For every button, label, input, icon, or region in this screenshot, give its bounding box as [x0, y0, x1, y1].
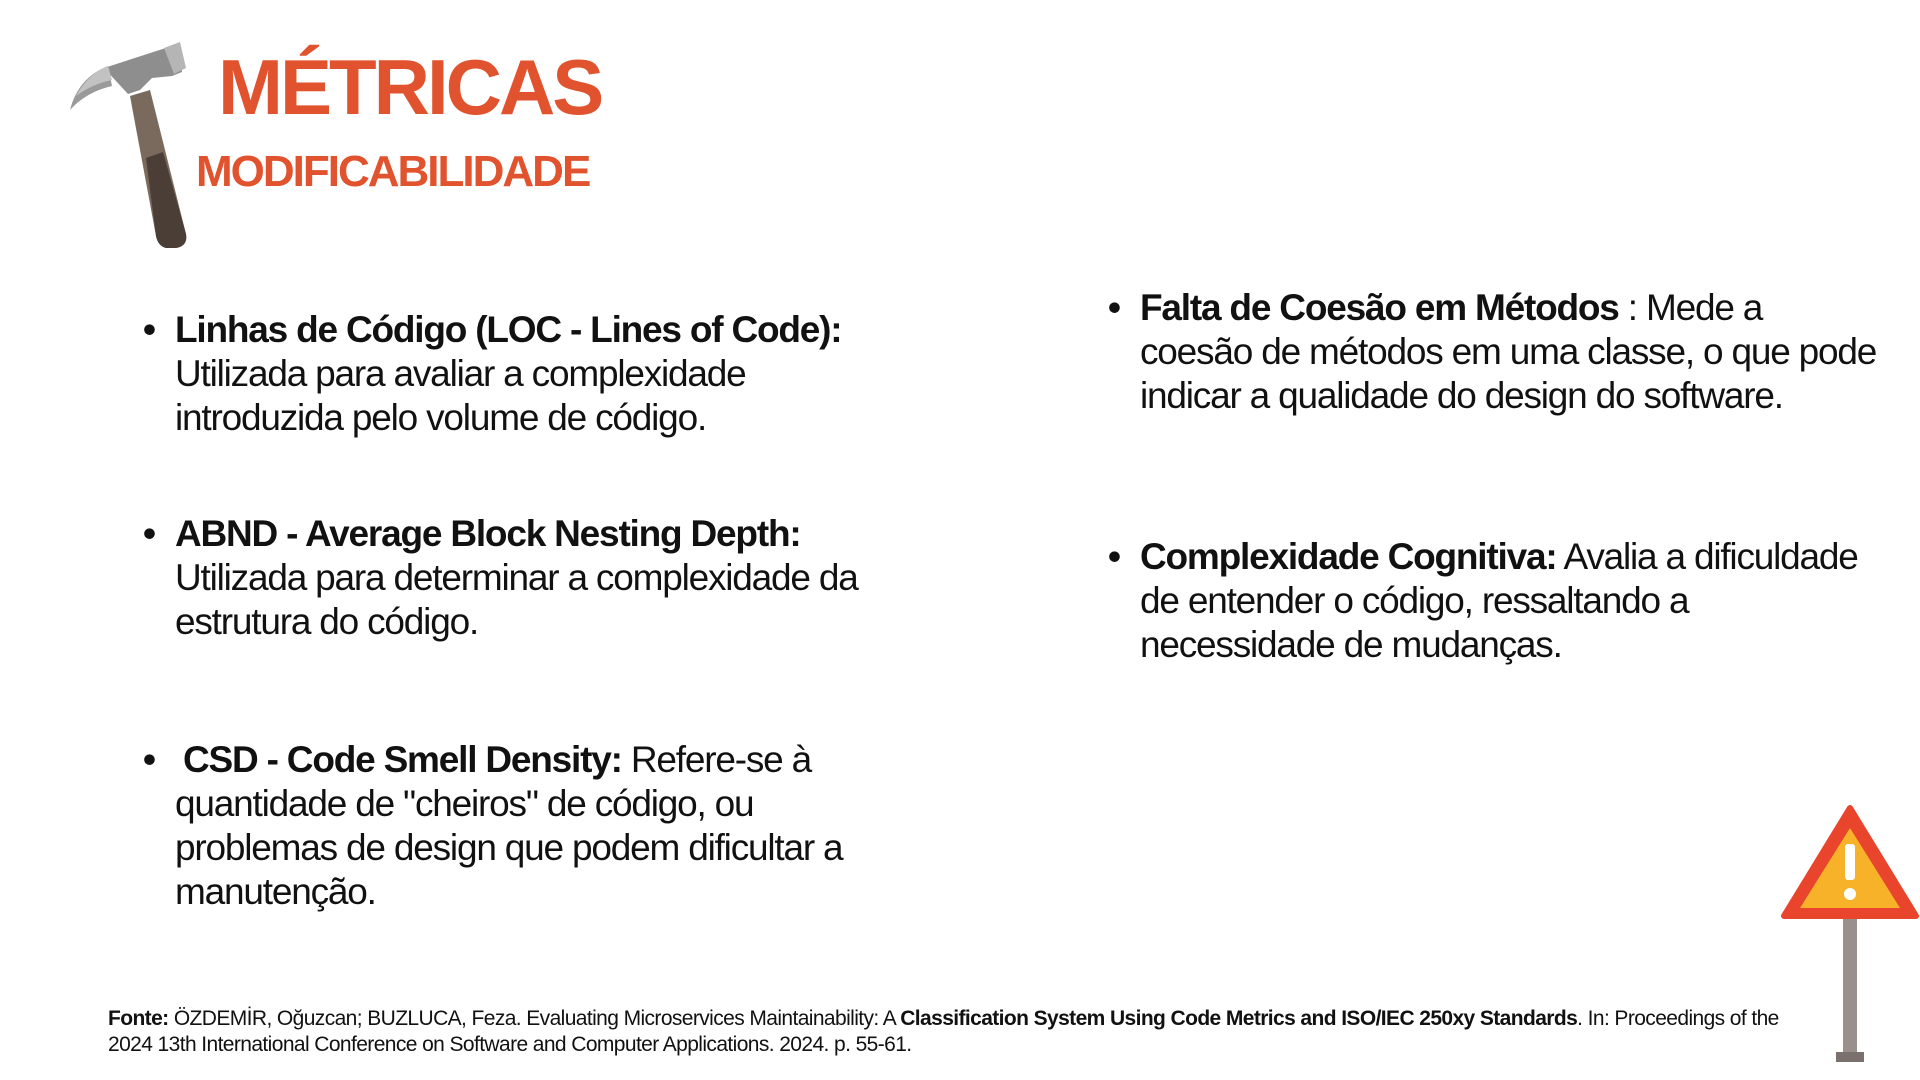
bullet-description: Utilizada para determinar a complexidade da estrutura do código. [175, 557, 858, 642]
bullet-term: Complexidade Cognitiva: [1140, 536, 1557, 577]
bullet-dot: • [1108, 287, 1120, 328]
list-item-csd [143, 738, 895, 914]
page-title: MÉTRICAS [218, 43, 602, 131]
list-item-loc [143, 308, 895, 440]
bullet-dot: • [143, 739, 155, 780]
bullet-term: Falta de Coesão em Métodos [1140, 287, 1619, 328]
warning-sign-icon [1780, 800, 1920, 1065]
bullet-description: Avalia a dificuldade de entender o código, ressaltando a necessidade de mudanças. [1140, 536, 1858, 665]
hammer-icon [68, 38, 198, 258]
source-text-after: . In: Proceedings of the 2024 13th International Conference on Software and Computer Applications. 2024. p. 55-61. [108, 1007, 1779, 1056]
bullet-dot: • [143, 309, 155, 350]
bullet-term: Linhas de Código (LOC - Lines of Code): [175, 309, 842, 350]
source-bold-title: Classification System Using Code Metrics and ISO/IEC 250xy Standards [900, 1007, 1578, 1030]
source-text-before: ÖZDEMİR, Oğuzcan; BUZLUCA, Feza. Evaluating Microservices Maintainability: A [173, 1007, 895, 1030]
bullet-description: : Mede a coesão de métodos em uma classe, o que pode indicar a qualidade do design do software. [1140, 287, 1877, 416]
page-subtitle: MODIFICABILIDADE [196, 147, 590, 196]
bullet-dot: • [1108, 536, 1120, 577]
list-item-abnd [143, 512, 895, 644]
bullet-term: CSD - Code Smell Density: [183, 739, 622, 780]
source-citation [108, 1006, 1828, 1058]
source-label: Fonte: [108, 1007, 169, 1030]
bullet-description: Utilizada para avaliar a complexidade introduzida pelo volume de código. [175, 353, 746, 438]
bullet-description: Refere-se à quantidade de "cheiros" de código, ou problemas de design que podem dificultar a manutenção. [175, 739, 843, 912]
bullet-term: ABND - Average Block Nesting Depth: [175, 513, 801, 554]
bullet-dot: • [143, 513, 155, 554]
list-item-cognitive [1108, 535, 1880, 667]
list-item-lcom [1108, 286, 1880, 418]
